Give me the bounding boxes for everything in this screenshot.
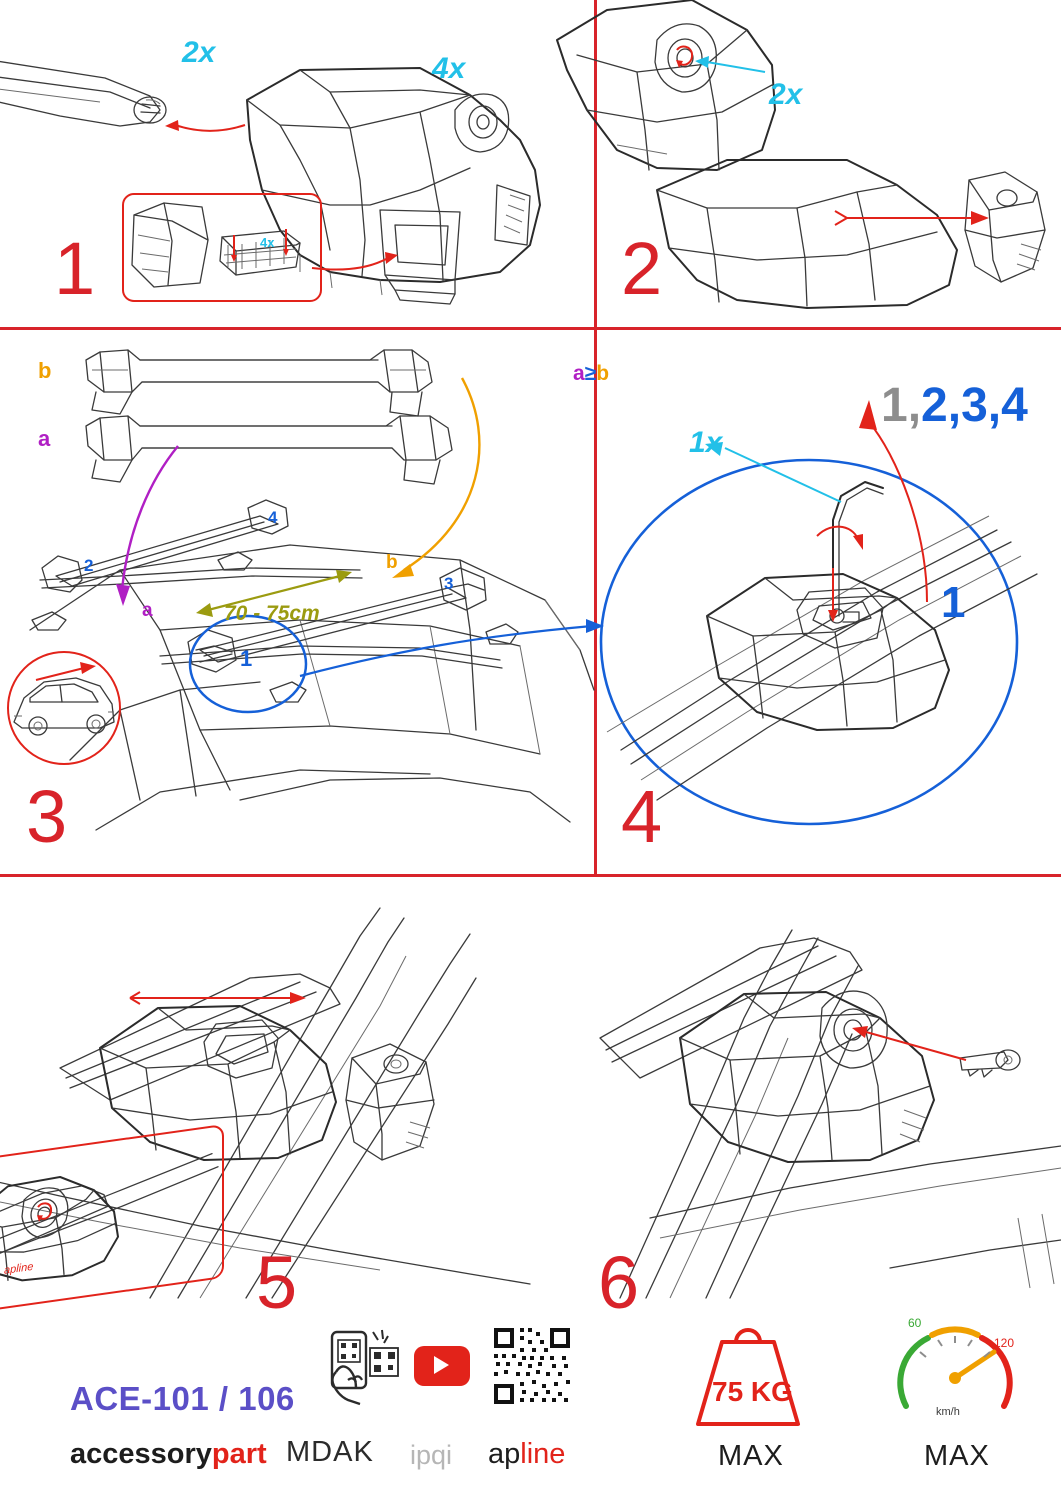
speed-tick-high: 120 <box>994 1336 1015 1350</box>
step-2-illustration <box>597 0 1061 327</box>
brand-accessory-text: accessory <box>70 1438 212 1470</box>
step-3-position-3: 3 <box>444 574 454 593</box>
step-4-condition-label <box>573 362 609 386</box>
step-2-number: 2 <box>621 227 664 310</box>
condition-op: ≥ <box>584 362 597 385</box>
qr-hand-icon[interactable] <box>318 1328 404 1414</box>
step-3-position-2: 2 <box>84 556 94 575</box>
step-1-qty-4x: 4x <box>432 52 466 85</box>
max-speed-caption: MAX <box>924 1440 990 1472</box>
step-3-number: 3 <box>26 775 69 858</box>
partner-mdak: MDAK <box>286 1436 374 1468</box>
sequence-rest: 2,3,4 <box>921 379 1028 432</box>
step-1-qty-2x: 2x <box>182 36 216 69</box>
condition-a: a <box>573 362 585 385</box>
step-3-arrow-tag-b: b <box>386 552 398 573</box>
step-6-number: 6 <box>598 1241 641 1324</box>
brand-part-text: part <box>211 1438 267 1470</box>
partner-ipqi: ipqi <box>410 1440 453 1470</box>
step-3-position-4: 4 <box>268 508 278 527</box>
step-6-illustration <box>530 878 1061 1298</box>
step-5-inset-brand: apline <box>4 1260 34 1277</box>
max-load-value: 75 KG <box>712 1376 793 1407</box>
step-1-inset-illustration <box>124 195 316 296</box>
speed-tick-low: 60 <box>908 1316 922 1330</box>
step-1-panel <box>0 0 594 327</box>
product-code: ACE-101 / 106 <box>70 1380 295 1417</box>
step-5-panel <box>0 878 530 1324</box>
step-3-dimension-label: 70 - 75cm <box>224 602 320 625</box>
speed-unit: km/h <box>936 1406 960 1418</box>
step-3-arrow-tag-a: a <box>142 600 153 621</box>
youtube-icon[interactable] <box>414 1346 470 1386</box>
qr-code-graphic <box>492 1326 572 1406</box>
step-3-position-1: 1 <box>240 646 253 671</box>
brand-accessorypart <box>70 1438 267 1471</box>
step-1-inset-box <box>122 193 322 302</box>
step-4-sequence-label <box>881 378 1028 433</box>
apline-line-text: line <box>520 1438 566 1470</box>
step-3-bar-tag-b: b <box>38 358 52 383</box>
divider-row-2 <box>0 874 1061 877</box>
step-4-number: 4 <box>621 775 664 858</box>
step-3-bar-tag-a: a <box>38 426 51 451</box>
step-4-qty-1x: 1x <box>689 426 723 459</box>
weight-graphic <box>688 1306 808 1430</box>
step-2-panel <box>597 0 1061 327</box>
step-2-qty-2x: 2x <box>769 78 803 111</box>
qr-hand-icon-graphic <box>318 1328 404 1414</box>
footer-panel <box>0 1298 1061 1500</box>
step-1-number: 1 <box>54 227 97 310</box>
step-1-inset-qty-label: 4x <box>260 235 275 250</box>
sequence-first: 1, <box>881 379 922 432</box>
step-5-number: 5 <box>256 1241 299 1324</box>
max-load-caption: MAX <box>718 1440 784 1472</box>
step-3-panel <box>0 330 594 874</box>
brand-apline <box>488 1438 565 1471</box>
step-4-torque-number: 1 <box>941 578 966 627</box>
max-load-icon <box>688 1306 808 1430</box>
condition-b: b <box>596 362 610 385</box>
qr-code-icon[interactable] <box>492 1326 572 1406</box>
step-4-panel <box>573 330 1061 874</box>
apline-ap-text: ap <box>488 1438 521 1470</box>
